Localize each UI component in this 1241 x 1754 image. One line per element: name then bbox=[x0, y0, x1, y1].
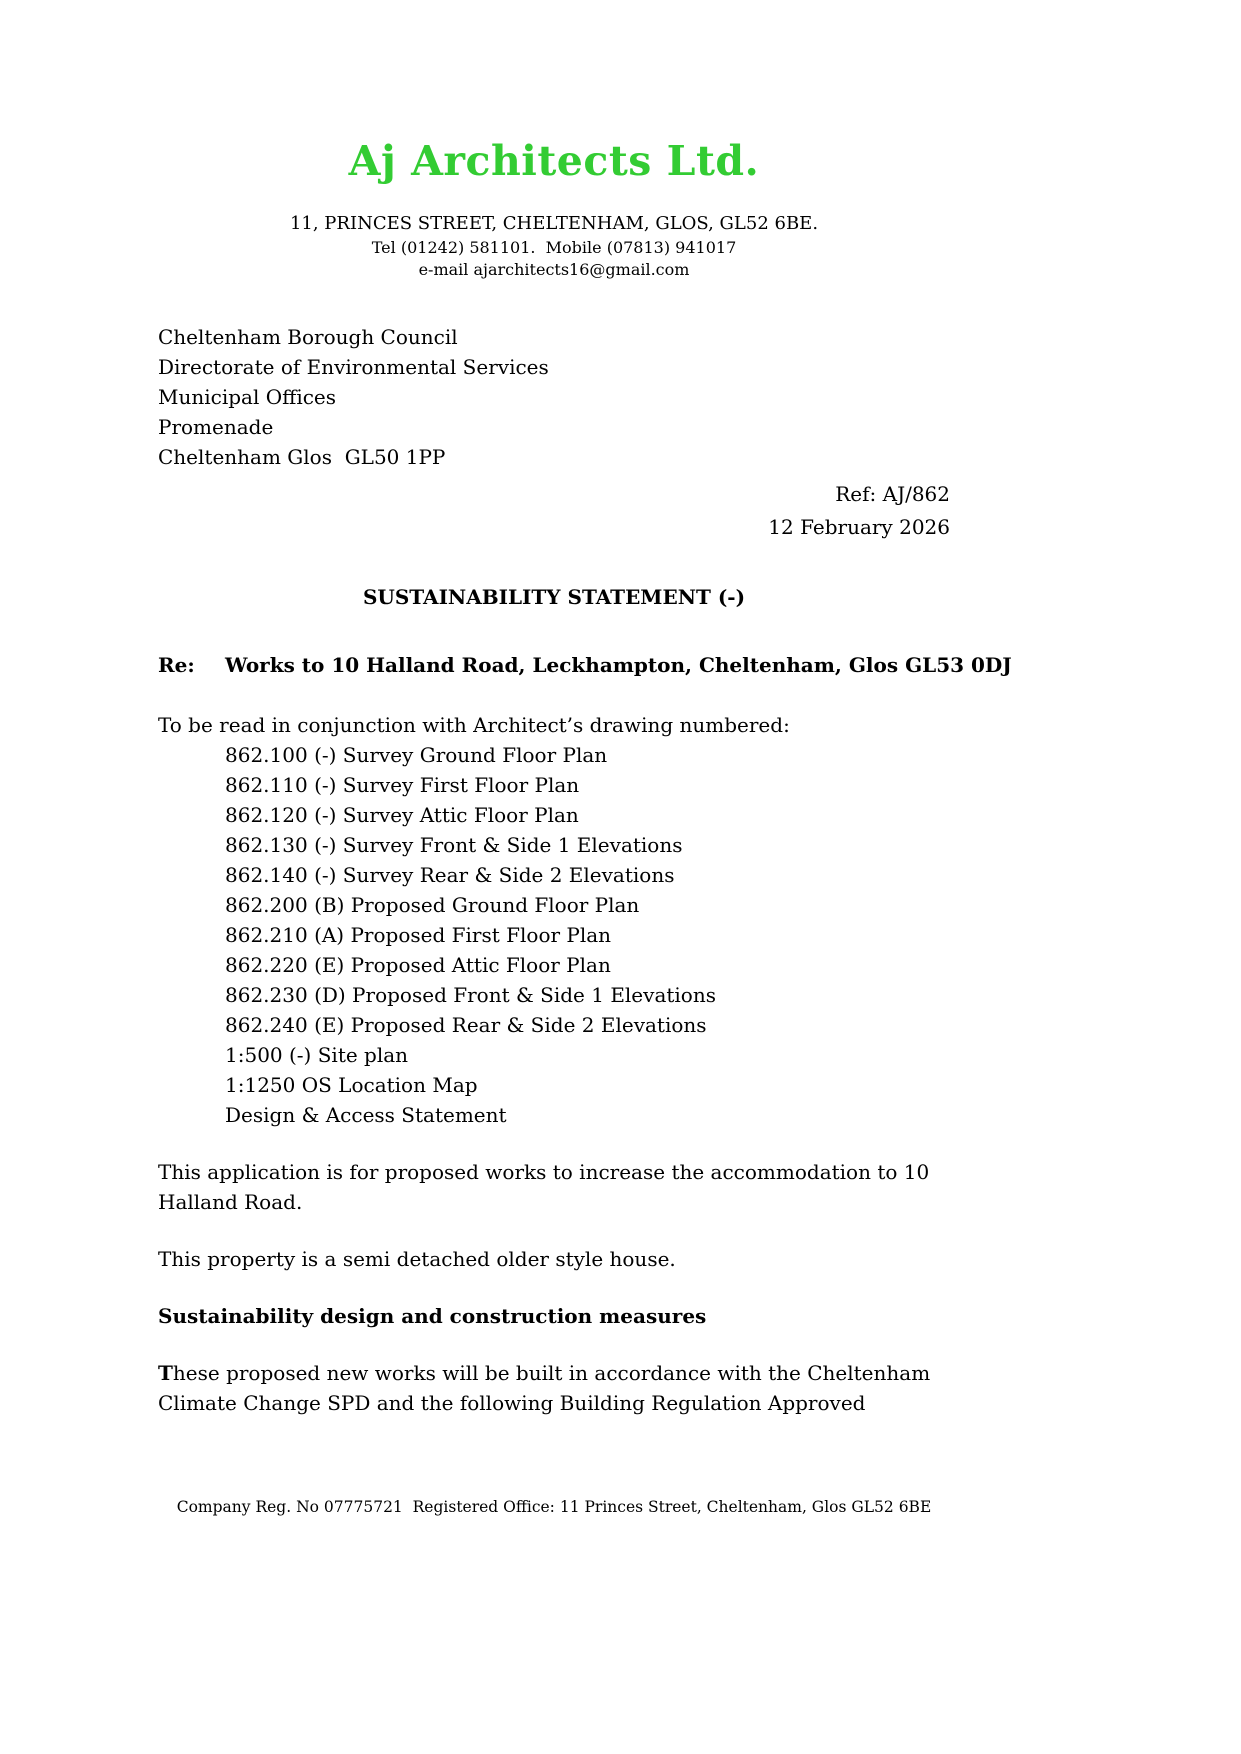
drawing-item: 862.230 (D) Proposed Front & Side 1 Elevations bbox=[225, 983, 716, 1007]
letterhead-phone: Tel (01242) 581101. Mobile (07813) 941017 bbox=[371, 238, 737, 257]
re-subject: Works to 10 Halland Road, Leckhampton, Cheltenham, Glos GL53 0DJ bbox=[225, 653, 1012, 677]
drawing-item: 862.100 (-) Survey Ground Floor Plan bbox=[225, 743, 608, 767]
company-name: Aj Architects Ltd. bbox=[348, 137, 760, 185]
statement-title: SUSTAINABILITY STATEMENT (-) bbox=[362, 585, 746, 609]
paragraph-line: This application is for proposed works to increase the accommodation to 10 bbox=[158, 1160, 930, 1184]
recipient-line: Municipal Offices bbox=[158, 385, 337, 409]
letterhead bbox=[158, 0, 950, 280]
drawing-item: 862.200 (B) Proposed Ground Floor Plan bbox=[225, 893, 640, 917]
paragraph-line bbox=[158, 1358, 950, 1388]
letter-meta bbox=[158, 478, 950, 544]
reference-number: Ref: AJ/862 bbox=[835, 482, 950, 506]
drawing-item: 862.220 (E) Proposed Attic Floor Plan bbox=[225, 953, 611, 977]
letterhead-email: e-mail ajarchitects16@gmail.com bbox=[418, 260, 690, 279]
drawings-list bbox=[225, 740, 950, 1130]
drawings-intro: To be read in conjunction with Architect’s drawing numbered: bbox=[158, 713, 790, 737]
page-footer: Company Reg. No 07775721 Registered Office: 11 Princes Street, Cheltenham, Glos GL52 6BE bbox=[176, 1498, 932, 1516]
drawing-item: 862.130 (-) Survey Front & Side 1 Elevations bbox=[225, 833, 683, 857]
re-line bbox=[158, 650, 1012, 680]
re-label: Re: bbox=[158, 653, 195, 677]
paragraph-line: Halland Road. bbox=[158, 1190, 303, 1214]
recipient-line: Cheltenham Borough Council bbox=[158, 325, 458, 349]
drawing-item: 1:500 (-) Site plan bbox=[225, 1043, 409, 1067]
paragraph-line-rest: hese proposed new works will be built in accordance with the Cheltenham bbox=[172, 1361, 931, 1385]
section-heading-sustainability: Sustainability design and construction measures bbox=[158, 1304, 707, 1328]
letter-date: 12 February 2026 bbox=[768, 515, 950, 539]
recipient-line: Cheltenham Glos GL50 1PP bbox=[158, 445, 446, 469]
recipient-line: Directorate of Environmental Services bbox=[158, 355, 549, 379]
drawing-item: 862.210 (A) Proposed First Floor Plan bbox=[225, 923, 612, 947]
drawing-item: 862.240 (E) Proposed Rear & Side 2 Elevations bbox=[225, 1013, 707, 1037]
paragraph-closing bbox=[158, 1358, 950, 1418]
paragraph-property: This property is a semi detached older style house. bbox=[158, 1247, 676, 1271]
bold-lead-character: T bbox=[158, 1361, 173, 1385]
letterhead-address: 11, PRINCES STREET, CHELTENHAM, GLOS, GL52 6BE. bbox=[289, 213, 819, 234]
drawing-item: 862.120 (-) Survey Attic Floor Plan bbox=[225, 803, 579, 827]
recipient-address-block bbox=[158, 322, 950, 472]
drawing-item: 862.140 (-) Survey Rear & Side 2 Elevations bbox=[225, 863, 675, 887]
drawing-item: Design & Access Statement bbox=[225, 1103, 507, 1127]
paragraph-application bbox=[158, 1157, 950, 1217]
drawing-item: 862.110 (-) Survey First Floor Plan bbox=[225, 773, 580, 797]
paragraph-line: Climate Change SPD and the following Building Regulation Approved bbox=[158, 1391, 866, 1415]
document-content bbox=[158, 0, 1012, 1418]
drawing-item: 1:1250 OS Location Map bbox=[225, 1073, 478, 1097]
recipient-line: Promenade bbox=[158, 415, 274, 439]
